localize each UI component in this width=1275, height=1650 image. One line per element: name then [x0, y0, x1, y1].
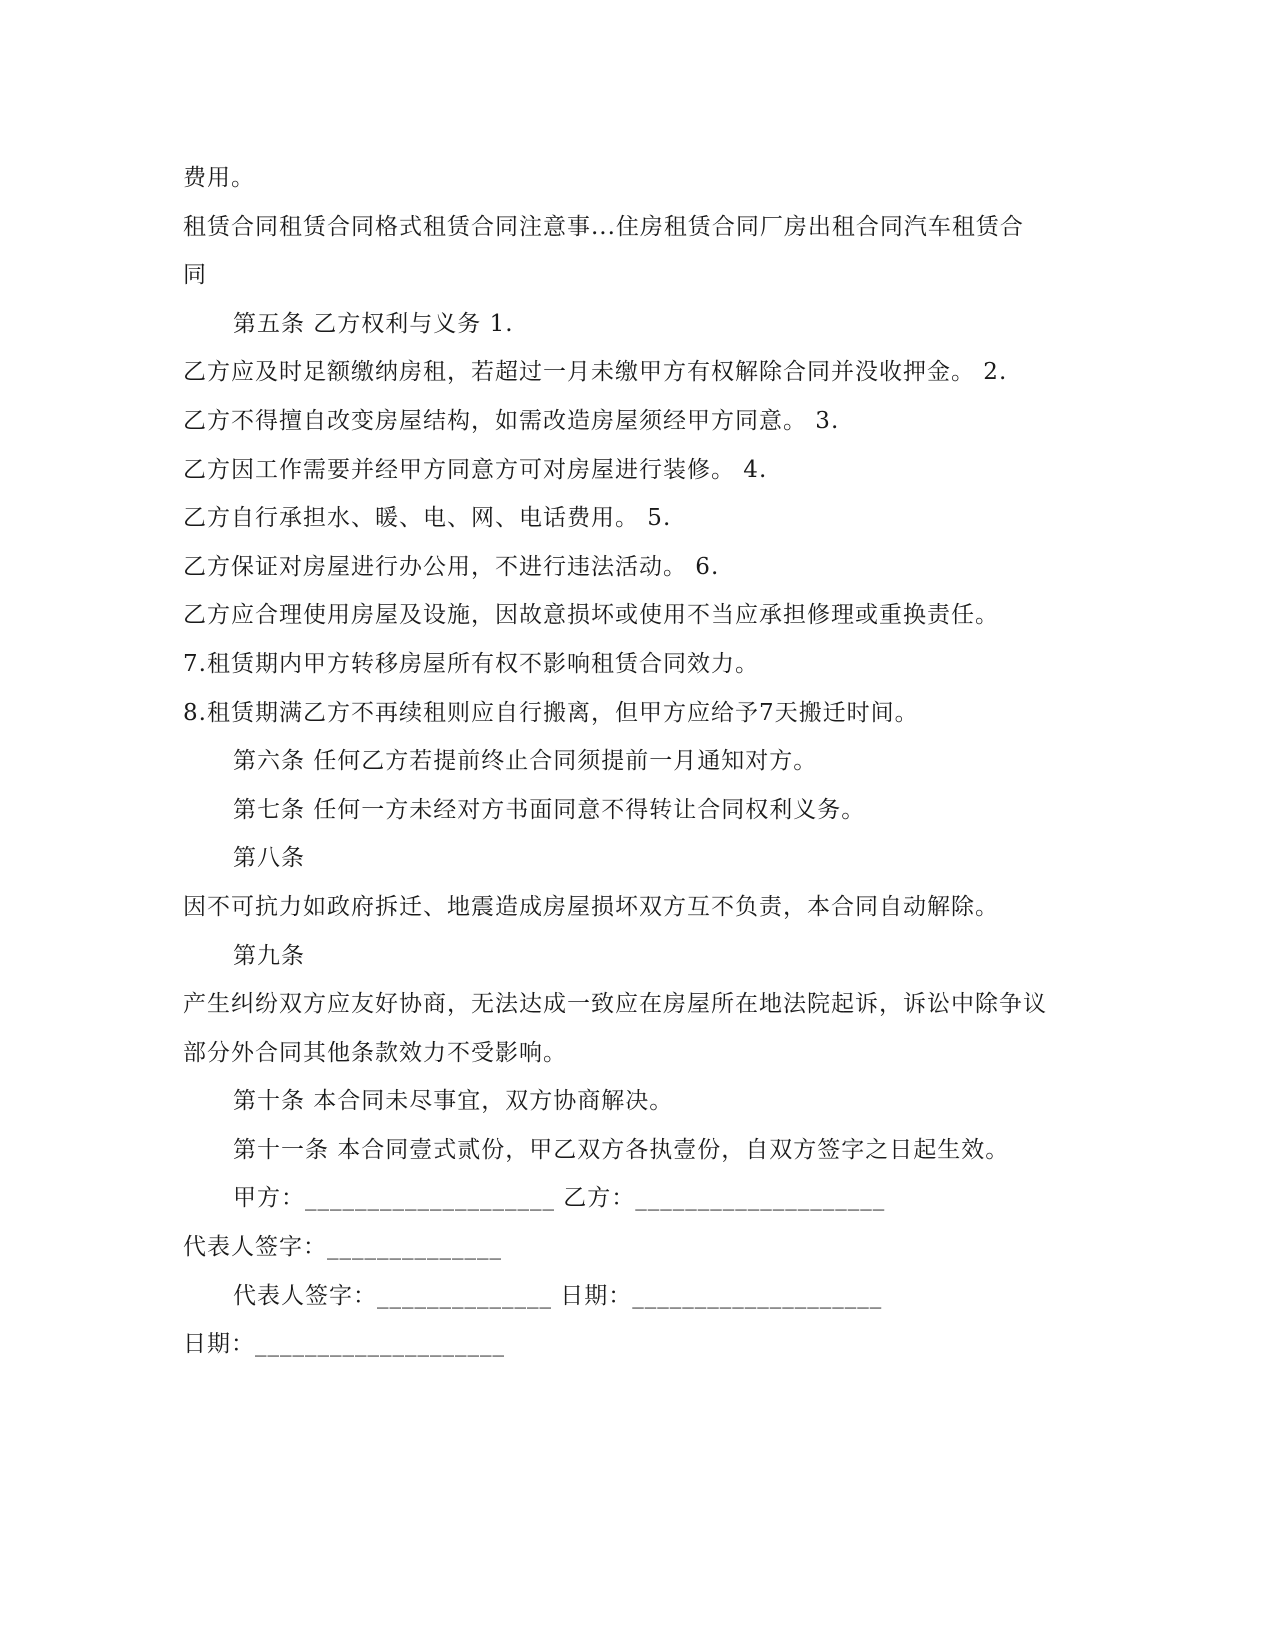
signature-representative-date-line: 代表人签字：______________ 日期：____________________ [233, 1282, 883, 1309]
signature-party-line: 甲方：____________________ 乙方：____________________ [233, 1185, 886, 1212]
signature-date-line: 日期：____________________ [183, 1331, 505, 1358]
text-line: 产生纠纷双方应友好协商，无法达成一致应在房屋所在地法院起诉，诉讼中除争议 [183, 991, 1047, 1018]
text-line: 费用。 [183, 165, 255, 191]
text-line: 乙方因工作需要并经甲方同意方可对房屋进行装修。 4. [183, 456, 768, 483]
signature-representative-line: 代表人签字：______________ [183, 1234, 502, 1261]
article-8-heading: 第八条 [233, 845, 305, 872]
text-line: 7.租赁期内甲方转移房屋所有权不影响租赁合同效力。 [183, 650, 759, 677]
article-5-heading: 第五条 乙方权利与义务 1. [233, 310, 514, 337]
text-line: 乙方自行承担水、暖、电、网、电话费用。 5. [183, 505, 672, 532]
text-line: 部分外合同其他条款效力不受影响。 [183, 1039, 567, 1066]
text-line: 因不可抗力如政府拆迁、地震造成房屋损坏双方互不负责，本合同自动解除。 [183, 893, 999, 920]
text-line: 乙方保证对房屋进行办公用，不进行违法活动。 6. [183, 553, 720, 580]
article-11: 第十一条 本合同壹式贰份，甲乙双方各执壹份，自双方签字之日起生效。 [233, 1136, 1010, 1163]
text-line: 乙方不得擅自改变房屋结构，如需改造房屋须经甲方同意。 3. [183, 407, 840, 434]
text-line: 租赁合同租赁合同格式租赁合同注意事...住房租赁合同厂房出租合同汽车租赁合 [183, 213, 1024, 240]
article-7: 第七条 任何一方未经对方书面同意不得转让合同权利义务。 [233, 796, 866, 823]
text-line: 8.租赁期满乙方不再续租则应自行搬离，但甲方应给予7天搬迁时间。 [183, 699, 919, 726]
text-line: 同 [183, 262, 207, 289]
text-line: 乙方应及时足额缴纳房租，若超过一月未缴甲方有权解除合同并没收押金。 2. [183, 359, 1008, 386]
article-9-heading: 第九条 [233, 942, 305, 969]
article-10: 第十条 本合同未尽事宜，双方协商解决。 [233, 1088, 674, 1115]
contract-text [183, 154, 1083, 1369]
text-line: 乙方应合理使用房屋及设施，因故意损坏或使用不当应承担修理或重换责任。 [183, 602, 999, 629]
article-6: 第六条 任何乙方若提前终止合同须提前一月通知对方。 [233, 748, 818, 775]
